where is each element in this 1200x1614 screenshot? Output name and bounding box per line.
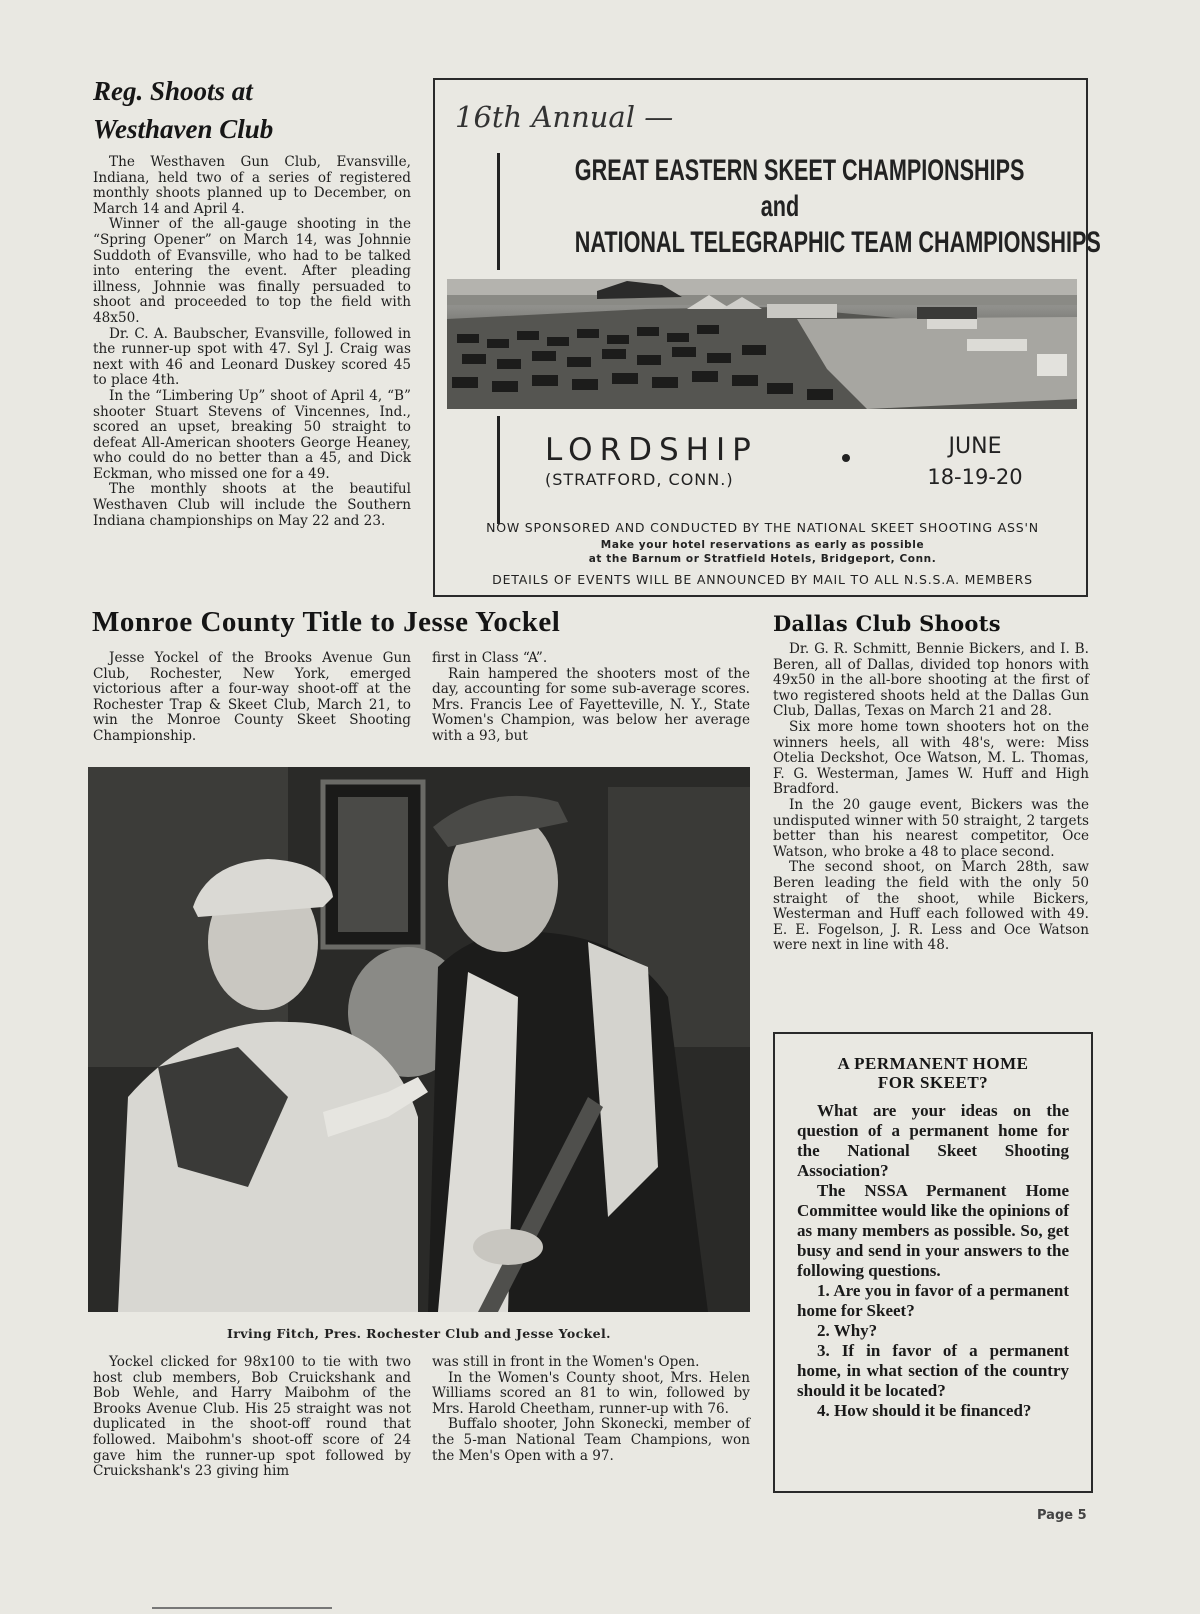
- bullet-dot: [842, 454, 850, 462]
- paragraph: Yockel clicked for 98x100 to tie with two host club members, Bob Cruickshank and Bob Wehle, and Harry Maibohm of the Brooks Avenue Club. His 25 straight was not duplicated in the shoot-off round that followed. Maibohm's shoot-off score of 24 gave him the runner-up spot followed by Cruickshank's 23 giving him: [93, 1354, 411, 1480]
- paragraph: The second shoot, on March 28th, saw Beren leading the field with the only 50 straight of the shoot, while Bickers, Westerman and Huff each followed with 49. E. E. Fogelson, J. R. Less and Oce Watson were next in line with 48.: [773, 859, 1089, 954]
- ad-divider: [497, 153, 500, 270]
- ad-title-telegraphic: NATIONAL TELEGRAPHIC TEAM CHAMPIONSHIPS: [574, 226, 1101, 259]
- paragraph: The NSSA Permanent Home Committee would like the opinions of as many members as possible. So, get busy and send in your answers to the following questions.: [797, 1181, 1069, 1280]
- monroe-title: Monroe County Title to Jesse Yockel: [92, 606, 561, 638]
- paragraph: Six more home town shooters hot on the winners heels, all with 48's, were: Miss Otelia Deckshot, Oce Watson, M. L. Thomas, F. G. Westerman, James W. Huff and High Bradford.: [773, 718, 1089, 798]
- paragraph: was still in front in the Women's Open.: [432, 1354, 700, 1370]
- permanent-home-title: A PERMANENT HOME FOR SKEET?: [837, 1054, 1029, 1092]
- fitch-yockel-photo: [88, 767, 750, 1312]
- paragraph: first in Class “A”.: [432, 650, 548, 666]
- question-item: 3. If in favor of a permanent home, in what section of the country should it be located?: [797, 1341, 1069, 1400]
- championship-advertisement: [433, 78, 1101, 597]
- ad-location: LORDSHIP: [545, 432, 758, 468]
- dallas-article: [773, 611, 1089, 954]
- paragraph: The monthly shoots at the beautiful Westhaven Club will include the Southern Indiana championships on May 22 and 23.: [93, 481, 411, 529]
- monroe-col1-bottom: [93, 1355, 411, 1480]
- footer-rule: [152, 1607, 332, 1609]
- paragraph: Dr. C. A. Baubscher, Evansville, followed in the runner-up spot with 47. Syl J. Craig was next with 46 and Leonard Duskey scored 45 to place 4th.: [93, 325, 411, 389]
- ad-dates: 18-19-20: [927, 465, 1023, 489]
- paragraph: In the “Limbering Up” shoot of April 4, “B” shooter Stuart Stevens of Vincennes, Ind., scored an upset, breaking 50 straight to defeat All-American shooters George Heaney, who could do no better than a 45, and Dick Eckman, who missed one for a 49.: [93, 387, 411, 482]
- ad-annual: 16th Annual —: [455, 100, 674, 134]
- paragraph: The Westhaven Gun Club, Evansville, Indiana, held two of a series of registered monthly shoots planned up to December, on March 14 and April 4.: [93, 154, 411, 217]
- paragraph: Buffalo shooter, John Skonecki, member of the 5-man National Team Champions, won the Men's Open with a 97.: [432, 1416, 750, 1464]
- ad-location-sub: (STRATFORD, CONN.): [545, 470, 734, 489]
- permanent-home-box: [773, 1032, 1093, 1493]
- ad-sponsor: NOW SPONSORED AND CONDUCTED BY THE NATIONAL SKEET SHOOTING ASS'N: [486, 520, 1039, 535]
- ad-title-and: and: [760, 190, 800, 223]
- question-item: 1. Are you in favor of a permanent home for Skeet?: [797, 1281, 1069, 1320]
- photo-graphic: [88, 767, 750, 1312]
- paragraph: In the 20 gauge event, Bickers was the undisputed winner with 50 straight, 2 targets better than his nearest competitor, Oce Watson, who broke a 48 to place second.: [773, 796, 1089, 860]
- ad-details: DETAILS OF EVENTS WILL BE ANNOUNCED BY MAIL TO ALL N.S.S.A. MEMBERS: [492, 572, 1033, 587]
- monroe-col2-bottom: [432, 1355, 750, 1464]
- dallas-title: Dallas Club Shoots: [773, 611, 1001, 636]
- reg-shoots-article: [93, 72, 411, 529]
- monroe-col1-top: [93, 651, 411, 745]
- ad-hotel-line2: at the Barnum or Stratfield Hotels, Bridgeport, Conn.: [588, 553, 937, 565]
- ad-title-great-eastern: GREAT EASTERN SKEET CHAMPIONSHIPS: [574, 154, 1025, 187]
- paragraph: In the Women's County shoot, Mrs. Helen Williams scored an 81 to win, followed by Mrs. Harold Cheetham, runner-up with 76.: [432, 1369, 750, 1417]
- paragraph: Dr. G. R. Schmitt, Bennie Bickers, and I. B. Beren, all of Dallas, divided top honors with 49x50 in the all-bore shooting at the first of two registered shoots held at the Dallas Gun Club, Dallas, Texas on March 21 and 28.: [773, 641, 1089, 720]
- paragraph: Jesse Yockel of the Brooks Avenue Gun Club, Rochester, New York, emerged victorious after a four-way shoot-off at the Rochester Trap & Skeet Club, March 21, to win the Monroe County Skeet Shooting Championship.: [93, 650, 411, 744]
- monroe-col2-top: [432, 651, 750, 745]
- ad-hotel-line1: Make your hotel reservations as early as possible: [600, 539, 925, 551]
- aerial-photo-graphic: [447, 279, 1077, 409]
- photo-caption: Irving Fitch, Pres. Rochester Club and Jesse Yockel.: [227, 1326, 611, 1341]
- lordship-aerial-photo: [447, 279, 1077, 409]
- ad-month: JUNE: [948, 434, 1002, 459]
- question-item: 4. How should it be financed?: [817, 1401, 1032, 1420]
- paragraph: Rain hampered the shooters most of the day, accounting for some sub-average scores. Mrs. Francis Lee of Fayetteville, N. Y., State Women's Champion, was below her average with a 93, but: [432, 665, 750, 744]
- paragraph: What are your ideas on the question of a permanent home for the National Skeet Shooting Association?: [797, 1101, 1069, 1180]
- reg-shoots-title: Reg. Shoots at Westhaven Club: [93, 76, 274, 144]
- question-item: 2. Why?: [817, 1321, 878, 1340]
- ad-divider: [497, 416, 500, 524]
- page-number: Page 5: [1037, 1508, 1087, 1523]
- paragraph: Winner of the all-gauge shooting in the “Spring Opener” on March 14, was Johnnie Suddoth of Evansville, who had to be talked into entering the event. After pleading illness, Johnnie was finally persuaded to shoot and proceeded to top the field with 48x50.: [93, 216, 411, 326]
